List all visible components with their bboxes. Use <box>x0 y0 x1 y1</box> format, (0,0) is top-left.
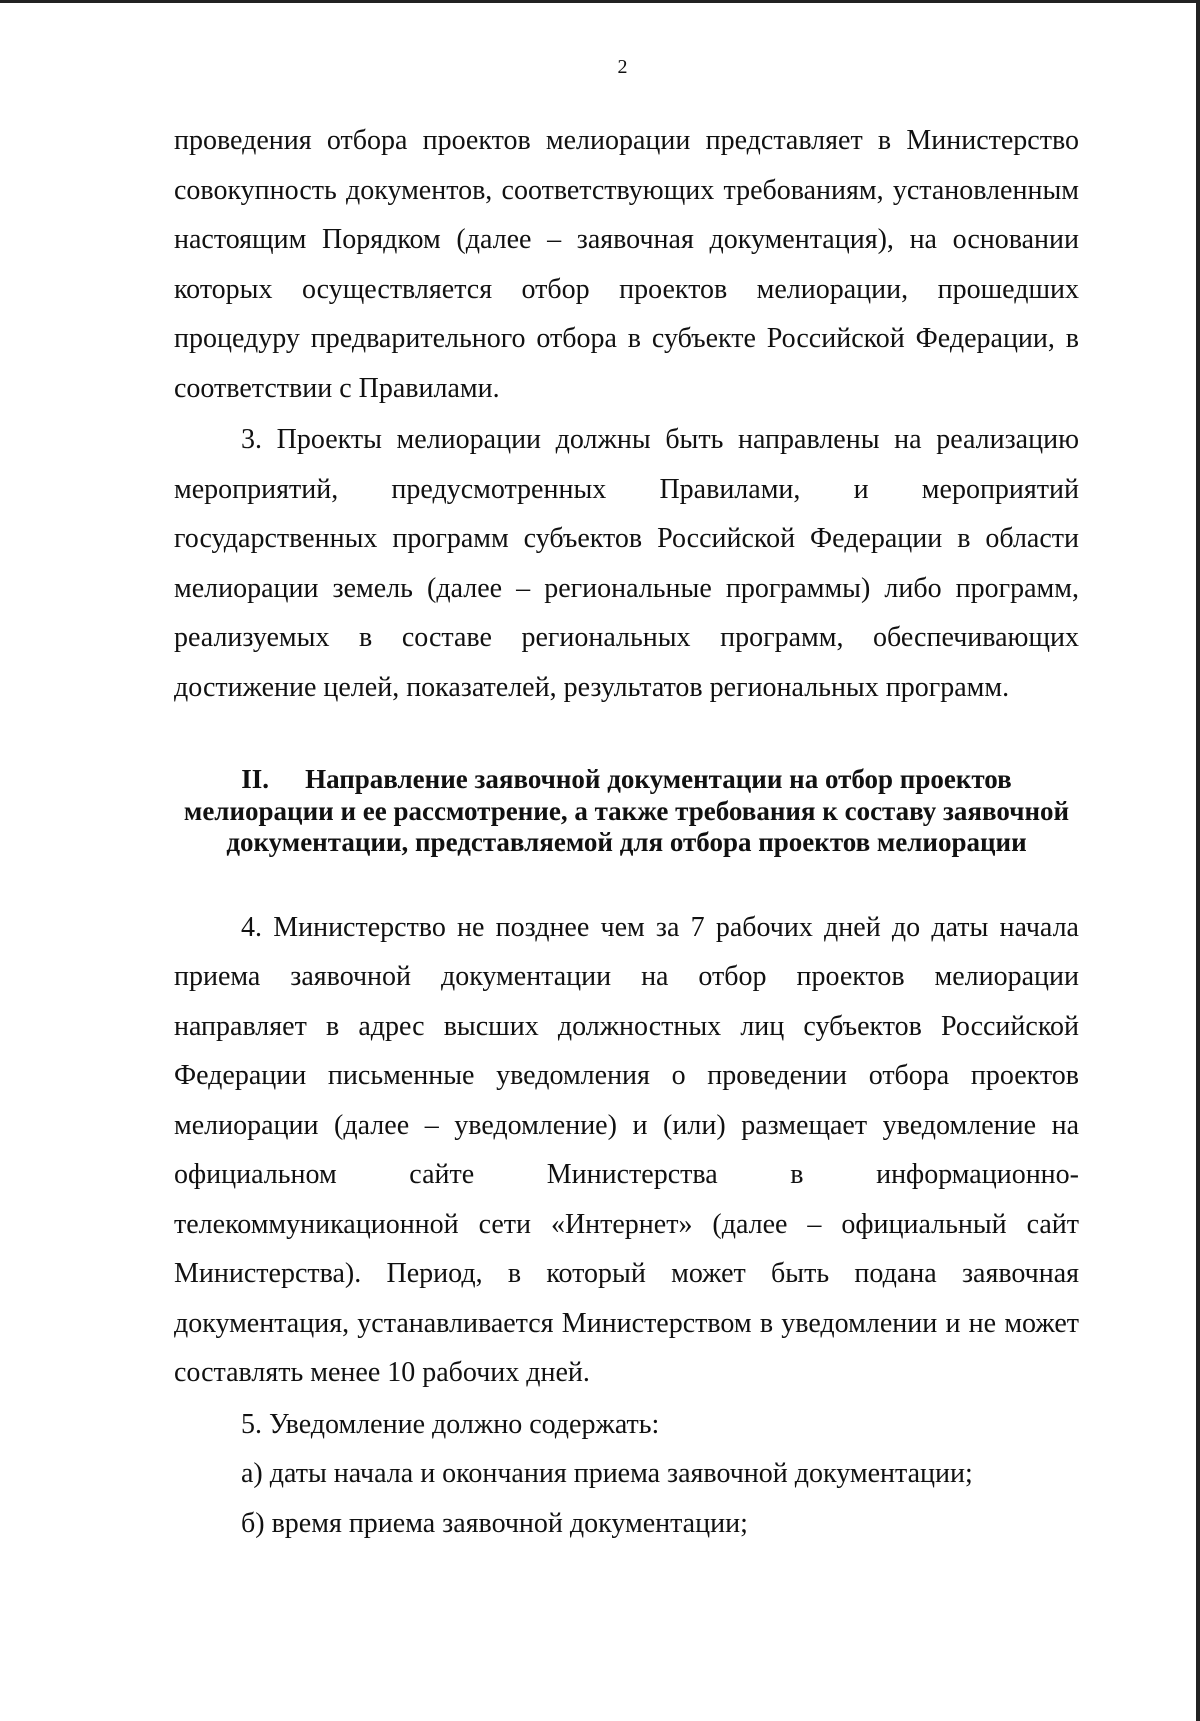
document-body <box>174 116 1079 1548</box>
paragraph-3: 3. Проекты мелиорации должны быть направлены на реализацию мероприятий, предусмотренных Правилами, и мероприятий государственных программ субъектов Российской Федерации в области мелиорации земель (далее – региональные программы) либо программ, реализуемых в составе региональных программ, обеспечивающих достижение целей, показателей, результатов региональных программ. <box>174 424 1079 703</box>
section-heading <box>174 764 1079 859</box>
paragraph-4: 4. Министерство не позднее чем за 7 рабочих дней до даты начала приема заявочной документации на отбор проектов мелиорации направляет в адрес высших должностных лиц субъектов Российской Федерации письменные уведомления о проведении отбора проектов мелиорации (далее – уведомление) и (или) размещает уведомление на официальном сайте Министерства в информационно-телекоммуникационной сети «Интернет» (далее – официальный сайт Министерства). Период, в который может быть подана заявочная документация, устанавливается Министерством в уведомлении и не может составлять менее 10 рабочих дней. <box>174 911 1079 1388</box>
section-title: Направление заявочной документации на отбор проектов мелиорации и ее рассмотрение, а также требования к составу заявочной документации, представляемой для отбора проектов мелиорации <box>183 764 1070 857</box>
paragraph-5: 5. Уведомление должно содержать: <box>241 1408 660 1440</box>
section-number: II. <box>241 764 270 794</box>
page-number: 2 <box>617 56 628 78</box>
scan-border-top <box>0 0 1200 3</box>
paragraph-continuation: проведения отбора проектов мелиорации представляет в Министерство совокупность документов, соответствующих требованиям, установленным настоящим Порядком (далее – заявочная документация), на основании которых осуществляется отбор проектов мелиорации, прошедших процедуру предварительного отбора в субъекте Российской Федерации, в соответствии с Правилами. <box>174 125 1079 404</box>
list-item-a: а) даты начала и окончания приема заявочной документации; <box>241 1458 973 1489</box>
list-item-b: б) время приема заявочной документации; <box>241 1507 748 1539</box>
scan-border-right <box>1196 0 1200 1721</box>
